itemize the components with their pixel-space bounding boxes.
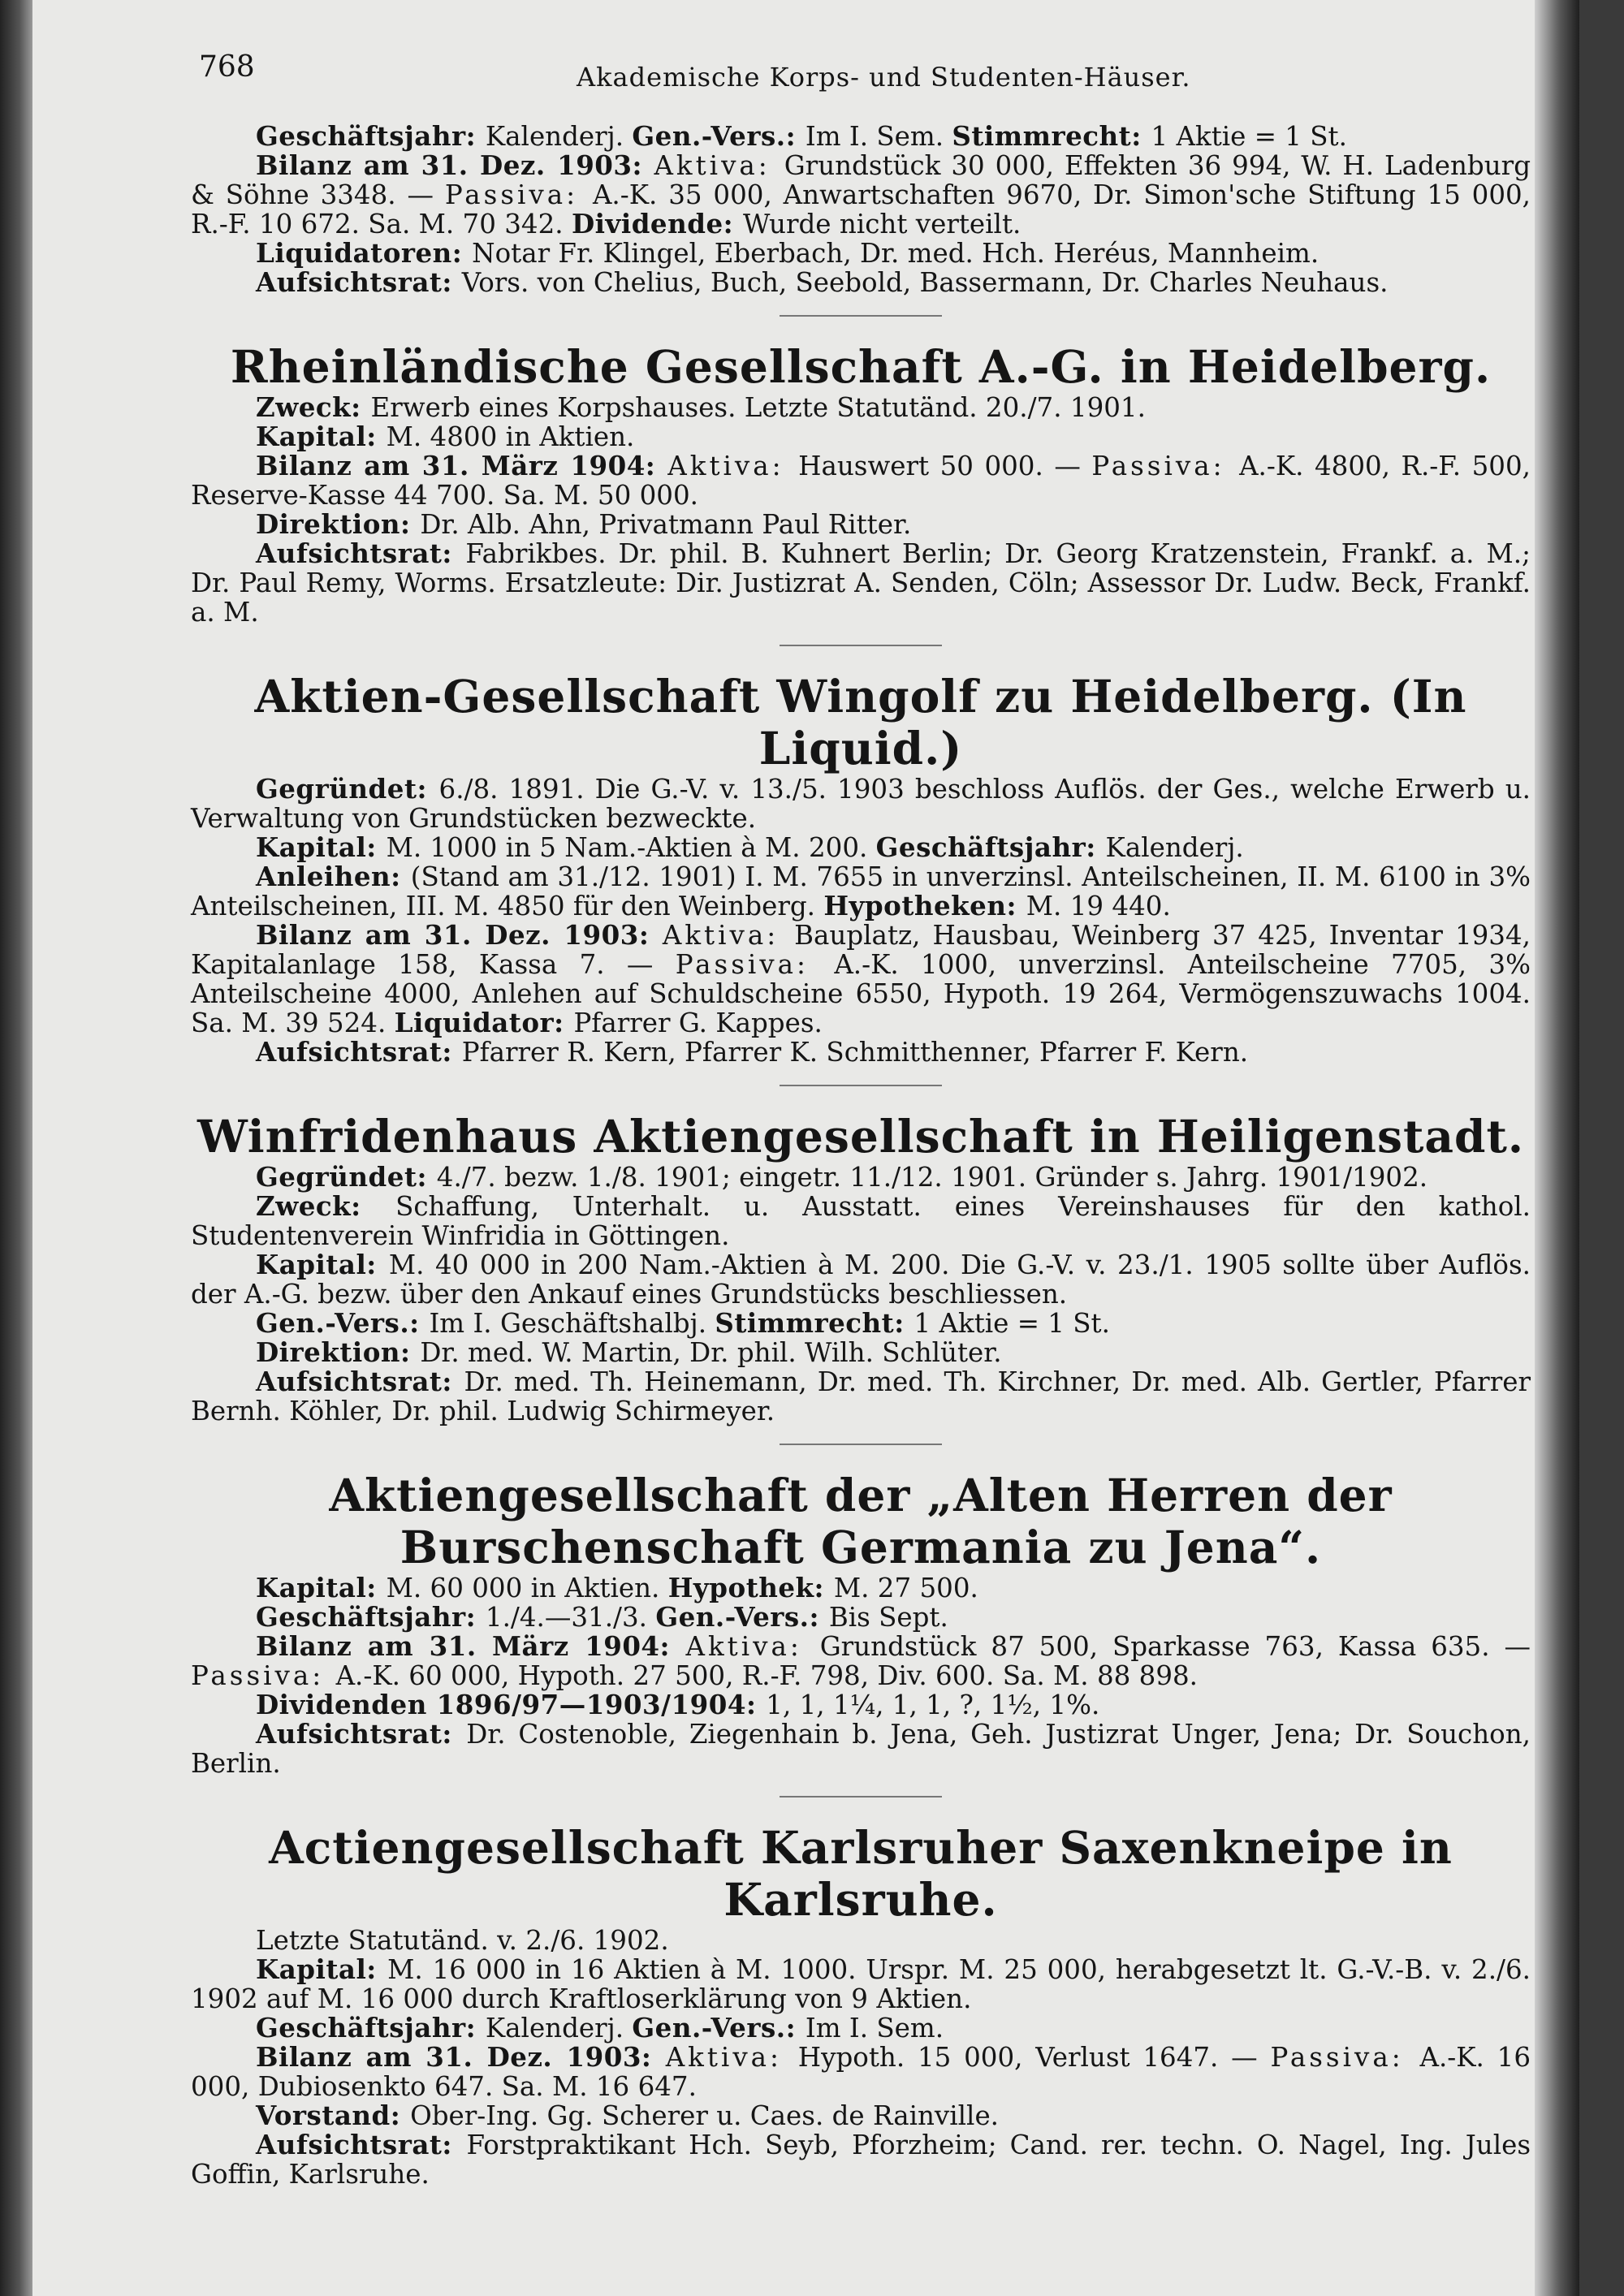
field-label: Direktion: (256, 508, 421, 540)
field-value: Fabrikbes. Dr. phil. B. Kuhnert Berlin; Dr. Georg Kratzenstein, Frankf. a. M.; Dr. Paul Remy, Worms. Ersatzleute: Dir. Justizrat A. Senden, Cöln; Assessor Dr. Ludw. Beck, Frankf. a. M. (191, 538, 1531, 628)
field-value: M. 40 000 in 200 Nam.-Aktien à M. 200. Die G.-V. v. 23./1. 1905 sollte über Auflös. der A.-G. bezw. über den Ankauf eines Grundstücks beschliessen. (191, 1249, 1531, 1310)
entry-separator (780, 1444, 942, 1445)
field-label: Stimmrecht: (715, 1307, 914, 1339)
field-label: Stimmrecht: (952, 120, 1151, 152)
field-value: A.-K. 35 000, Anwartschaften 9670, Dr. Simon'sche Stiftung 15 000, R.-F. 10 672. Sa. M. 70 342. (191, 179, 1531, 240)
field-label: Aufsichtsrat: (256, 266, 462, 298)
field-label: Kapital: (256, 421, 387, 452)
field-label: Geschäftsjahr: (256, 2012, 486, 2044)
field-label: Kapital: (256, 831, 387, 863)
field-label: Dividende: (571, 208, 743, 240)
entry-paragraph (191, 1038, 1531, 1067)
field-value: A.-K. 1000, unverzinsl. Anteilscheine 7705, 3% Anteilscheine 4000, Anlehen auf Schuldscheine 6550, Hypoth. 19 264, Vermögenszuwachs 1004. Sa. M. 39 524. (191, 949, 1531, 1038)
field-label: Gegründet: (256, 773, 439, 805)
company-title: Winfridenhaus Aktiengesellschaft in Heiligenstadt. (197, 1110, 1525, 1163)
page-content (191, 122, 1531, 2189)
field-label: Aufsichtsrat: (256, 1718, 467, 1750)
field-value: M. 4800 in Aktien. (386, 421, 635, 452)
field-value: Kalenderj. (1105, 832, 1244, 863)
entry-paragraph (191, 1309, 1531, 1338)
entry-paragraph (191, 1603, 1531, 1632)
field-value: Erwerb eines Korpshauses. Letzte Statutänd. 20./7. 1901. (370, 392, 1146, 423)
field-label: Bilanz am 31. Dez. 1903: (256, 2041, 666, 2073)
entry-paragraph (191, 2013, 1531, 2043)
field-value: Im I. Sem. (805, 121, 952, 152)
company-entry (191, 1111, 1531, 1426)
balance-side-label: Passiva: (1270, 2042, 1420, 2073)
field-value: 1, 1, 1¼, 1, 1, ?, 1½, 1%. (766, 1690, 1100, 1720)
field-value: M. 19 440. (1026, 891, 1171, 921)
entry-paragraph (191, 1573, 1531, 1603)
field-value: Notar Fr. Klingel, Eberbach, Dr. med. Hch. Heréus, Mannheim. (472, 238, 1320, 269)
field-label: Geschäftsjahr: (875, 831, 1106, 863)
entry-paragraph (191, 1192, 1531, 1250)
field-label: Geschäftsjahr: (256, 120, 486, 152)
field-value: Kalenderj. (485, 121, 633, 152)
field-label: Hypothek: (667, 1572, 834, 1603)
field-label: Zweck: (256, 1190, 396, 1222)
field-value: Wurde nicht verteilt. (742, 209, 1021, 240)
field-label: Aufsichtsrat: (256, 1036, 462, 1068)
entry-paragraph (191, 1367, 1531, 1426)
company-entry (191, 1822, 1531, 2189)
document-page (32, 0, 1579, 2296)
page-binding-shadow (0, 0, 32, 2296)
field-value: Im I. Geschäftshalbj. (429, 1308, 715, 1339)
entry-separator (780, 315, 942, 317)
field-value: 4./7. bezw. 1./8. 1901; eingetr. 11./12. 1901. Gründer s. Jahrg. 1901/1902. (436, 1162, 1428, 1193)
field-label: Bilanz am 31. Dez. 1903: (256, 149, 654, 181)
entry-paragraph (191, 1632, 1531, 1690)
field-value: Grundstück 87 500, Sparkasse 763, Kassa 635. — (819, 1631, 1531, 1662)
field-value: M. 27 500. (833, 1573, 978, 1603)
field-value: Bauplatz, Hausbau, Weinberg 37 425, Inventar 1934, Kapitalanlage 158, Kassa 7. — (191, 920, 1531, 980)
balance-side-label: Aktiva: (667, 451, 799, 481)
entry-paragraph (191, 239, 1531, 268)
running-title: Akademische Korps- und Studenten-Häuser. (577, 62, 1191, 93)
field-label: Gen.-Vers.: (632, 2012, 806, 2044)
field-label: Zweck: (256, 391, 371, 423)
company-entry (191, 122, 1531, 297)
entry-paragraph (191, 2101, 1531, 2130)
field-label: Gen.-Vers.: (256, 1307, 430, 1339)
page-edge-shadow (1535, 0, 1579, 2296)
entry-paragraph (191, 268, 1531, 297)
field-label: Aufsichtsrat: (256, 537, 466, 569)
field-label: Anleihen: (256, 861, 411, 892)
balance-side-label: Passiva: (675, 949, 835, 980)
page-header (199, 50, 1539, 99)
company-title: Aktien-Gesellschaft Wingolf zu Heidelberg. (In Liquid.) (254, 670, 1467, 775)
field-value: 1 Aktie = 1 St. (914, 1308, 1110, 1339)
field-value: Dr. med. W. Martin, Dr. phil. Wilh. Schlüter. (420, 1337, 1002, 1368)
field-label: Dividenden 1896/97—1903/1904: (256, 1689, 767, 1720)
field-label: Bilanz am 31. März 1904: (256, 1630, 686, 1662)
field-value: Im I. Sem. (805, 2013, 944, 2044)
entry-paragraph (191, 510, 1531, 539)
entry-paragraph (191, 393, 1531, 422)
field-value: Hypoth. 15 000, Verlust 1647. — (797, 2042, 1271, 2073)
field-value: M. 60 000 in Aktien. (386, 1573, 668, 1603)
field-value: Dr. Costenoble, Ziegenhain b. Jena, Geh. Justizrat Unger, Jena; Dr. Souchon, Berlin. (191, 1719, 1531, 1779)
balance-side-label: Aktiva: (662, 920, 795, 951)
field-label: Gen.-Vers.: (655, 1601, 829, 1633)
company-entry (191, 341, 1531, 627)
entry-separator (780, 1796, 942, 1798)
field-value: Hauswert 50 000. — (798, 451, 1092, 481)
field-value: Grundstück 30 000, Effekten 36 994, W. H. Ladenburg & Söhne 3348. — (191, 150, 1531, 210)
entry-paragraph (191, 775, 1531, 833)
field-value: A.-K. 16 000, Dubiosenkto 647. Sa. M. 16 647. (191, 2042, 1531, 2102)
entry-paragraph (191, 451, 1531, 510)
entry-paragraph (191, 539, 1531, 627)
balance-side-label: Aktiva: (654, 150, 784, 181)
field-value: M. 16 000 in 16 Aktien à M. 1000. Urspr. M. 25 000, herabgesetzt lt. G.-V.-B. v. 2./6. 1902 auf M. 16 000 durch Kraftloserklärung von 9 Aktien. (191, 1954, 1531, 2014)
entry-paragraph (191, 2043, 1531, 2101)
field-value: Bis Sept. (828, 1602, 948, 1633)
company-title: Aktiengesellschaft der „Alten Herren der Burschenschaft Germania zu Jena“. (329, 1469, 1393, 1573)
field-value: Pfarrer R. Kern, Pfarrer K. Schmitthenner, Pfarrer F. Kern. (461, 1037, 1249, 1068)
entry-paragraph (191, 833, 1531, 862)
field-label: Geschäftsjahr: (256, 1601, 486, 1633)
entry-separator (780, 645, 942, 646)
entry-paragraph (191, 122, 1531, 151)
field-label: Kapital: (256, 1572, 387, 1603)
field-value: 1 Aktie = 1 St. (1151, 121, 1347, 152)
entry-paragraph (191, 1250, 1531, 1309)
field-label: Aufsichtsrat: (256, 1366, 464, 1397)
field-value: Kalenderj. (485, 2013, 633, 2044)
field-value: Dr. med. Th. Heinemann, Dr. med. Th. Kirchner, Dr. med. Alb. Gertler, Pfarrer Bernh. Köhler, Dr. phil. Ludwig Schirmeyer. (191, 1366, 1531, 1426)
field-value: A.-K. 60 000, Hypoth. 27 500, R.-F. 798, Div. 600. Sa. M. 88 898. (335, 1660, 1199, 1691)
company-title: Rheinländische Gesellschaft A.-G. in Heidelberg. (230, 340, 1492, 393)
balance-side-label: Aktiva: (685, 1631, 820, 1662)
field-value: 1./4.—31./3. (485, 1602, 656, 1633)
entry-paragraph (191, 2130, 1531, 2189)
entry-paragraph (191, 1338, 1531, 1367)
field-label: Bilanz am 31. März 1904: (256, 450, 668, 481)
field-label: Kapital: (256, 1953, 388, 1985)
field-label: Gegründet: (256, 1161, 437, 1193)
field-value: A.-K. 4800, R.-F. 500, Reserve-Kasse 44 700. Sa. M. 50 000. (191, 451, 1531, 511)
field-value: Forstpraktikant Hch. Seyb, Pforzheim; Cand. rer. techn. O. Nagel, Ing. Jules Goffin, Karlsruhe. (191, 2130, 1531, 2190)
balance-side-label: Passiva: (444, 179, 593, 210)
balance-side-label: Passiva: (1091, 451, 1240, 481)
field-label: Direktion: (256, 1336, 421, 1368)
balance-side-label: Aktiva: (665, 2042, 798, 2073)
field-label: Kapital: (256, 1249, 389, 1280)
entry-paragraph (191, 1163, 1531, 1192)
balance-side-label: Passiva: (191, 1660, 336, 1691)
page-number: 768 (199, 50, 255, 84)
field-value: Ober-Ing. Gg. Scherer u. Caes. de Rainville. (410, 2100, 1000, 2131)
field-value: (Stand am 31./12. 1901) I. M. 7655 in unverzinsl. Anteilscheinen, II. M. 6100 in 3% Anteilscheinen, III. M. 4850 für den Weinberg. (191, 861, 1531, 921)
field-label: Vorstand: (256, 2100, 411, 2131)
company-title: Actiengesellschaft Karlsruher Saxenkneipe in Karlsruhe. (269, 1821, 1453, 1926)
field-label: Aufsichtsrat: (256, 2129, 467, 2160)
field-label: Liquidatoren: (256, 237, 473, 269)
field-value: Letzte Statutänd. v. 2./6. 1902. (256, 1925, 669, 1956)
field-label: Liquidator: (394, 1007, 574, 1038)
entry-paragraph (191, 862, 1531, 921)
field-value: Pfarrer G. Kappes. (573, 1008, 823, 1038)
entry-separator (780, 1085, 942, 1086)
field-value: Dr. Alb. Ahn, Privatmann Paul Ritter. (420, 509, 912, 540)
field-label: Bilanz am 31. Dez. 1903: (256, 919, 663, 951)
entry-paragraph (191, 422, 1531, 451)
entry-paragraph (191, 1926, 1531, 1955)
field-value: Vors. von Chelius, Buch, Seebold, Bassermann, Dr. Charles Neuhaus. (461, 267, 1389, 298)
field-value: 6./8. 1891. Die G.-V. v. 13./5. 1903 beschloss Auflös. der Ges., welche Erwerb u. Verwaltung von Grundstücken bezweckte. (191, 774, 1531, 834)
field-label: Hypotheken: (823, 890, 1026, 921)
field-value: Schaffung, Unterhalt. u. Ausstatt. eines Vereinshauses für den kathol. Studentenverein Winfridia in Göttingen. (191, 1191, 1531, 1251)
entry-paragraph (191, 921, 1531, 1038)
entry-paragraph (191, 1690, 1531, 1720)
entry-paragraph (191, 1720, 1531, 1778)
entry-paragraph (191, 151, 1531, 239)
company-entry (191, 1470, 1531, 1778)
company-entry (191, 671, 1531, 1067)
entry-paragraph (191, 1955, 1531, 2013)
field-value: M. 1000 in 5 Nam.-Aktien à M. 200. (386, 832, 876, 863)
field-label: Gen.-Vers.: (632, 120, 806, 152)
